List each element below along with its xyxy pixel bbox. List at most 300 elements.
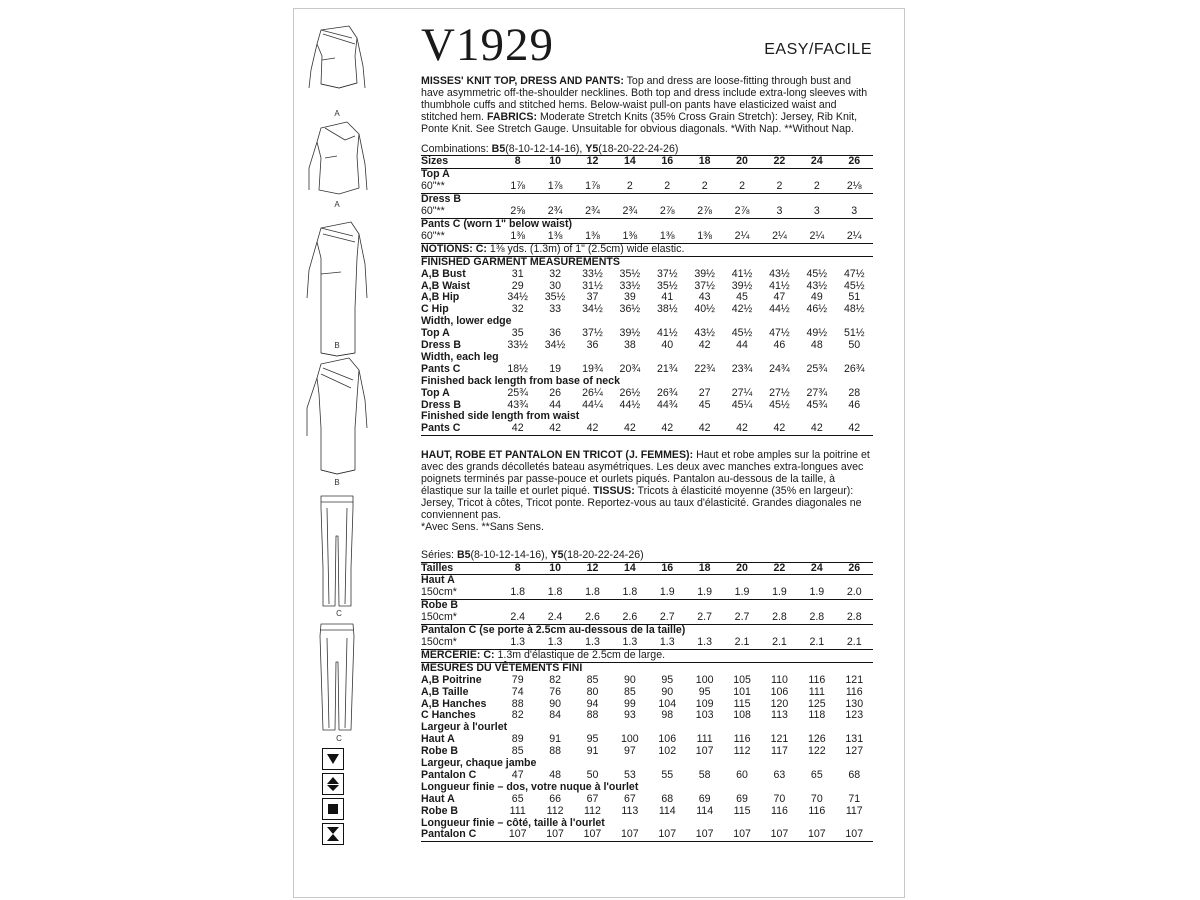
measurement-value: 26¾ xyxy=(656,386,678,399)
measurement-value: 42 xyxy=(798,423,835,435)
measurement-value: 44 xyxy=(736,339,748,352)
yardage-value: 1.8 xyxy=(510,586,526,599)
french-description-text: Haut et robe amples sur la poitrine et avec des grands décolletés bateau asymétriques. Les deux avec manches extra-longues avec poignets terminés par passe-pouce et ourlets piqués. Pantalon au-dessous de la taille, à élastique sur la taille et ourlet piqué. xyxy=(421,449,870,497)
measurement-value: 26¼ xyxy=(582,386,603,399)
size-header: 8 xyxy=(499,562,536,575)
view-name: Pantalon C (se porte à 2.5cm au-dessous de la taille) xyxy=(421,625,873,637)
view-label: A xyxy=(334,109,340,118)
yardage-value: 3 xyxy=(851,205,858,218)
pattern-info xyxy=(421,16,873,842)
view-name: Robe B xyxy=(421,600,873,612)
yardage-value: 1⅜ xyxy=(659,229,675,242)
measurement-heading: Longueur finie – côté, taille à l'ourlet xyxy=(421,816,605,829)
size-header: 22 xyxy=(761,562,798,575)
measurement-value: 33½ xyxy=(507,339,528,352)
measurement-value: 47½ xyxy=(843,267,865,280)
measurement-value: 88 xyxy=(586,709,599,722)
measurement-value: 123 xyxy=(845,709,864,722)
yardage-value: 3 xyxy=(813,205,820,218)
measurement-value: 98 xyxy=(661,709,674,722)
yardage-value: 1⅞ xyxy=(547,180,563,193)
measurement-value: 107 xyxy=(723,829,760,841)
measurement-value: 69 xyxy=(698,792,711,805)
measurement-value: 46½ xyxy=(806,303,828,316)
measurement-value: 55 xyxy=(661,768,674,781)
view-label: C xyxy=(336,734,342,743)
measurement-label: C Hanches xyxy=(421,709,476,722)
measurement-heading-row xyxy=(421,782,873,794)
sketch-top-a-front xyxy=(309,26,365,88)
yardage-row xyxy=(421,206,873,218)
measurement-value: 121 xyxy=(845,673,864,686)
fabric-symbols xyxy=(322,748,346,848)
measurement-row xyxy=(421,364,873,376)
measurement-value: 43 xyxy=(698,291,711,304)
measurement-heading-row xyxy=(421,352,873,364)
size-header: 14 xyxy=(611,562,648,575)
size-header: 22 xyxy=(761,156,798,169)
measurement-value: 94 xyxy=(586,697,599,710)
yardage-value: 2¼ xyxy=(846,229,862,242)
measurement-value: 107 xyxy=(761,829,798,841)
measurement-value: 68 xyxy=(661,792,674,805)
measurement-value: 37½ xyxy=(656,267,678,280)
measurement-value: 115 xyxy=(733,804,751,817)
measurement-heading-row xyxy=(421,316,873,328)
view-name-row xyxy=(421,625,873,637)
yardage-value: 1.3 xyxy=(622,635,638,648)
measurement-value: 33½ xyxy=(619,279,641,292)
measurement-value: 130 xyxy=(845,697,864,710)
measurement-value: 27½ xyxy=(769,386,790,399)
measurement-value: 34½ xyxy=(507,291,528,304)
yardage-value: 2.1 xyxy=(809,635,825,648)
measurement-value: 19 xyxy=(549,362,561,375)
measurement-label: Dress B xyxy=(421,339,462,352)
yardage-value: 1⅞ xyxy=(585,180,600,193)
size-header: 16 xyxy=(649,562,686,575)
header xyxy=(421,16,873,74)
measurement-value: 44 xyxy=(549,398,561,411)
measurement-row xyxy=(421,328,873,340)
measurement-value: 100 xyxy=(695,673,714,686)
measurement-value: 44¼ xyxy=(582,398,603,411)
measurement-value: 41 xyxy=(661,291,674,304)
measurement-value: 31½ xyxy=(582,279,603,292)
measurement-value: 70 xyxy=(773,792,786,805)
size-header: 18 xyxy=(686,562,723,575)
english-fabrics-text: Moderate Stretch Knits (35% Cross Grain Stretch): Jersey, Rib Knit, Ponte Knit. See Stretch Gauge. Unsuitable for obvious diagonals. *With Nap. **Without Nap. xyxy=(421,110,858,135)
measurement-value: 116 xyxy=(733,733,751,746)
english-description xyxy=(421,76,873,136)
measurement-value: 32 xyxy=(549,267,561,280)
measurement-row xyxy=(421,423,873,435)
measurement-row xyxy=(421,794,873,806)
measurement-value: 120 xyxy=(770,697,789,710)
yardage-row xyxy=(421,612,873,624)
measurement-value: 102 xyxy=(658,745,677,758)
measurement-value: 90 xyxy=(549,697,561,710)
measurement-value: 107 xyxy=(686,829,723,841)
measurement-value: 71 xyxy=(848,792,861,805)
measurement-value: 47 xyxy=(511,768,524,781)
measurement-heading-row xyxy=(421,758,873,770)
measurement-value: 44½ xyxy=(619,398,641,411)
measurement-value: 90 xyxy=(661,685,674,698)
measurement-value: 106 xyxy=(658,733,677,746)
size-header: 26 xyxy=(836,562,873,575)
size-header: 10 xyxy=(536,562,573,575)
measurement-value: 131 xyxy=(845,733,864,746)
view-label: B xyxy=(334,341,340,350)
yardage-value: 2.6 xyxy=(622,611,638,624)
measurement-value: 32 xyxy=(511,303,524,316)
sizes-label: Sizes xyxy=(421,156,499,169)
triangle-down-icon xyxy=(322,748,344,770)
measurement-value: 47 xyxy=(773,291,786,304)
measurement-value: 95 xyxy=(586,733,599,746)
measurement-value: 97 xyxy=(623,745,636,758)
measurement-value: 45 xyxy=(698,398,711,411)
measurement-label: Pants C xyxy=(421,362,461,375)
measurement-value: 42 xyxy=(723,423,760,435)
notions-text: 1⅜ yds. (1.3m) of 1" (2.5cm) wide elastic. xyxy=(489,242,685,255)
view-name: Haut A xyxy=(421,575,873,587)
view-name-row xyxy=(421,194,873,206)
measurement-value: 67 xyxy=(586,792,599,805)
measurement-row xyxy=(421,292,873,304)
yardage-value: 1⅜ xyxy=(510,229,526,242)
measurement-value: 67 xyxy=(623,792,636,805)
yardage-value: 1.9 xyxy=(697,586,713,599)
measurement-value: 37½ xyxy=(582,327,603,340)
measurement-value: 117 xyxy=(845,804,863,817)
notions-text: 1.3m d'élastique de 2.5cm de large. xyxy=(497,648,666,661)
measurement-value: 91 xyxy=(549,733,561,746)
measurement-value: 27¼ xyxy=(731,386,753,399)
measurement-value: 42 xyxy=(761,423,798,435)
size-header: 26 xyxy=(836,156,873,169)
measurement-value: 39 xyxy=(623,291,636,304)
measurement-label: Dress B xyxy=(421,398,462,411)
yardage-value: 2⅛ xyxy=(846,180,862,193)
yardage-value: 1.3 xyxy=(585,635,600,648)
difficulty-label: EASY/FACILE xyxy=(764,41,872,58)
measurement-value: 107 xyxy=(611,829,648,841)
size-header: 24 xyxy=(798,562,835,575)
yardage-value: 1.8 xyxy=(622,586,638,599)
measurement-value: 60 xyxy=(736,768,748,781)
measurement-value: 45¾ xyxy=(806,398,828,411)
fabric-width: 60"** xyxy=(421,205,445,218)
yardage-row xyxy=(421,637,873,649)
measurement-value: 107 xyxy=(574,829,611,841)
sketch-top-a-back xyxy=(309,122,367,194)
measurement-value: 33½ xyxy=(582,267,603,280)
measurement-value: 45¼ xyxy=(731,398,753,411)
measurement-value: 113 xyxy=(770,709,788,722)
size-header: 24 xyxy=(798,156,835,169)
measurement-value: 65 xyxy=(511,792,524,805)
measurement-value: 42 xyxy=(698,339,711,352)
yardage-value: 2.8 xyxy=(772,611,787,624)
yardage-value: 2 xyxy=(664,180,671,193)
fabric-width: 150cm* xyxy=(421,635,457,648)
measurement-heading: Width, lower edge xyxy=(421,315,512,328)
measurement-value: 23¾ xyxy=(731,362,753,375)
measurement-row xyxy=(421,687,873,699)
measurement-value: 116 xyxy=(845,685,863,698)
notions-row xyxy=(421,649,873,662)
size-header: 20 xyxy=(723,156,760,169)
measurement-row xyxy=(421,675,873,687)
measurement-value: 107 xyxy=(695,745,714,758)
measurement-value: 39½ xyxy=(694,267,715,280)
measurement-value: 106 xyxy=(770,685,789,698)
measurement-value: 39½ xyxy=(731,279,753,292)
measurement-value: 104 xyxy=(658,697,677,710)
english-size-table xyxy=(421,155,873,436)
measurement-value: 43¾ xyxy=(507,398,528,411)
size-header: 10 xyxy=(536,156,573,169)
yardage-value: 1⅜ xyxy=(547,229,563,242)
yardage-value: 2¼ xyxy=(772,229,787,242)
measurement-value: 79 xyxy=(511,673,524,686)
french-fabrics-text: Tricots à élasticité moyenne (35% en largeur): Jersey, Tricot à côtes, Tricot ponte. Reportez-vous au taux d'élasticité. Grandes diagonales ne conviennent pas. xyxy=(421,485,862,521)
yardage-value: 1.8 xyxy=(547,586,563,599)
measurement-value: 108 xyxy=(733,709,751,722)
measurement-value: 49 xyxy=(810,291,823,304)
measurement-value: 42 xyxy=(536,423,573,435)
yardage-value: 2¾ xyxy=(622,205,638,218)
measurement-value: 41½ xyxy=(731,267,753,280)
measurement-value: 40 xyxy=(661,339,674,352)
square-icon xyxy=(322,798,344,820)
yardage-value: 2.8 xyxy=(809,611,825,624)
measurement-label: Top A xyxy=(421,327,450,340)
measurement-value: 25¾ xyxy=(507,386,528,399)
measurement-row xyxy=(421,806,873,818)
yardage-value: 2⅞ xyxy=(659,205,675,218)
measurement-label: A,B Poitrine xyxy=(421,673,482,686)
measurement-value: 42 xyxy=(686,423,723,435)
yardage-value: 2 xyxy=(776,180,783,193)
measurement-value: 68 xyxy=(848,768,861,781)
measurement-row xyxy=(421,734,873,746)
measurement-value: 51 xyxy=(848,291,861,304)
measurement-label: C Hip xyxy=(421,303,449,316)
size-header: 12 xyxy=(574,156,611,169)
measurement-value: 99 xyxy=(623,697,636,710)
measurement-value: 126 xyxy=(807,733,826,746)
measurement-value: 112 xyxy=(733,745,751,758)
yardage-row xyxy=(421,231,873,243)
measurement-value: 90 xyxy=(623,673,636,686)
measurement-label: Pantalon C xyxy=(421,768,477,781)
measurement-row xyxy=(421,699,873,711)
measurement-value: 70 xyxy=(810,792,823,805)
measurement-heading-row xyxy=(421,376,873,388)
measurement-value: 112 xyxy=(546,804,564,817)
french-nap-text: *Avec Sens. **Sans Sens. xyxy=(421,520,544,533)
measurement-value: 111 xyxy=(509,804,526,817)
measurement-value: 18½ xyxy=(507,362,528,375)
measurement-value: 43½ xyxy=(769,267,790,280)
measurement-value: 125 xyxy=(807,697,826,710)
measurement-value: 39½ xyxy=(619,327,641,340)
measurement-value: 91 xyxy=(586,745,599,758)
yardage-value: 2.7 xyxy=(734,611,750,624)
yardage-value: 1.9 xyxy=(734,586,750,599)
measurement-value: 105 xyxy=(733,673,751,686)
view-name: Top A xyxy=(421,169,873,181)
french-size-table xyxy=(421,562,873,843)
hourglass-icon xyxy=(322,823,344,845)
yardage-value: 1.9 xyxy=(809,586,825,599)
measurement-label: A,B Hanches xyxy=(421,697,487,710)
view-label: B xyxy=(334,478,340,487)
yardage-value: 2.1 xyxy=(772,635,787,648)
sizes-label: Tailles xyxy=(421,562,499,575)
measurement-value: 58 xyxy=(698,768,711,781)
yardage-value: 3 xyxy=(776,205,783,218)
english-title: MISSES' KNIT TOP, DRESS AND PANTS: xyxy=(421,75,624,87)
french-fabrics-label: TISSUS: xyxy=(592,485,635,497)
measurement-value: 107 xyxy=(499,829,536,841)
yardage-value: 2.8 xyxy=(846,611,862,624)
measurement-value: 114 xyxy=(696,804,714,817)
measurement-value: 35½ xyxy=(544,291,566,304)
yardage-value: 2.4 xyxy=(510,611,526,624)
measurement-value: 31 xyxy=(511,267,524,280)
yardage-value: 2¼ xyxy=(734,229,750,242)
size-header-row xyxy=(421,156,873,169)
measurement-value: 127 xyxy=(845,745,864,758)
notions-label: NOTIONS: C: xyxy=(421,242,487,255)
measurement-value: 112 xyxy=(584,804,601,817)
measurement-value: 34½ xyxy=(544,339,566,352)
yardage-value: 2.4 xyxy=(547,611,563,624)
yardage-value: 1.9 xyxy=(659,586,675,599)
measurement-value: 41½ xyxy=(656,327,678,340)
measurements-title: MESURES DU VÊTEMENTS FINI xyxy=(421,662,873,674)
pattern-number: V1929 xyxy=(421,19,554,71)
measurements-title: FINISHED GARMENT MEASUREMENTS xyxy=(421,256,873,268)
measurement-label: Top A xyxy=(421,386,450,399)
yardage-value: 2⅞ xyxy=(697,205,713,218)
measurement-value: 24¾ xyxy=(769,362,790,375)
measurement-value: 42 xyxy=(649,423,686,435)
measurement-heading: Largeur, chaque jambe xyxy=(421,757,537,770)
yardage-value: 2.1 xyxy=(734,635,750,648)
measurement-value: 46 xyxy=(848,398,861,411)
french-combinations: Séries: B5(8-10-12-14-16), Y5(18-20-22-24-26) xyxy=(421,548,644,561)
measurement-value: 33 xyxy=(549,303,561,316)
size-header: 16 xyxy=(649,156,686,169)
view-name: Dress B xyxy=(421,194,873,206)
view-name-row xyxy=(421,218,873,230)
measurement-value: 100 xyxy=(621,733,639,746)
view-label: C xyxy=(336,609,342,618)
measurement-value: 88 xyxy=(549,745,561,758)
measurement-value: 34½ xyxy=(582,303,603,316)
sketch-pants-c-back xyxy=(320,624,354,730)
measurement-value: 95 xyxy=(661,673,674,686)
measurement-value: 116 xyxy=(808,673,826,686)
measurement-value: 45½ xyxy=(806,267,828,280)
yardage-value: 2⅝ xyxy=(510,205,526,218)
measurement-value: 103 xyxy=(695,709,714,722)
measurement-heading: Largeur à l'ourlet xyxy=(421,721,508,734)
measurement-value: 43½ xyxy=(806,279,828,292)
measurement-value: 113 xyxy=(621,804,639,817)
yardage-value: 2 xyxy=(739,180,745,193)
measurement-label: Robe B xyxy=(421,745,459,758)
measurement-value: 45 xyxy=(736,291,748,304)
fabric-width: 60"** xyxy=(421,180,445,193)
measurement-value: 36 xyxy=(586,339,599,352)
measurement-value: 107 xyxy=(798,829,835,841)
measurement-value: 107 xyxy=(836,829,873,841)
measurement-value: 48½ xyxy=(843,303,865,316)
yardage-value: 2 xyxy=(813,180,820,193)
measurement-value: 101 xyxy=(733,685,751,698)
measurement-value: 46 xyxy=(773,339,786,352)
size-header-row xyxy=(421,562,873,575)
measurement-value: 48 xyxy=(549,768,561,781)
measurement-value: 35½ xyxy=(656,279,678,292)
view-name: Pants C (worn 1" below waist) xyxy=(421,218,873,230)
measurement-value: 85 xyxy=(511,745,524,758)
measurement-value: 110 xyxy=(770,673,788,686)
measurement-value: 50 xyxy=(848,339,861,352)
measurement-value: 82 xyxy=(511,709,524,722)
yardage-value: 1⅜ xyxy=(697,229,713,242)
yardage-value: 2.7 xyxy=(697,611,713,624)
size-header: 18 xyxy=(686,156,723,169)
measurement-value: 42 xyxy=(611,423,648,435)
measurement-value: 42 xyxy=(574,423,611,435)
measurement-value: 42½ xyxy=(731,303,753,316)
measurement-value: 116 xyxy=(808,804,826,817)
measurements-title-row xyxy=(421,662,873,674)
view-name-row xyxy=(421,600,873,612)
english-description-text: Top and dress are loose-fitting through bust and have asymmetric off-the-shoulder necklines. Both top and dress include extra-long sleeves with thumbhole cuffs and stitched hems. Below-waist pull-on pants have elasticized waist and stitched hem. xyxy=(421,75,868,123)
measurement-value: 63 xyxy=(773,768,786,781)
measurement-value: 44¾ xyxy=(656,398,678,411)
measurement-value: 74 xyxy=(511,685,524,698)
measurement-value: 45½ xyxy=(731,327,753,340)
measurement-value: 51½ xyxy=(843,327,865,340)
measurement-label: A,B Waist xyxy=(421,279,471,292)
view-label: A xyxy=(334,200,340,209)
measurement-value: 22¾ xyxy=(694,362,715,375)
fabric-width: 150cm* xyxy=(421,586,457,599)
measurement-value: 50 xyxy=(586,768,599,781)
french-description xyxy=(421,450,873,533)
measurement-value: 107 xyxy=(649,829,686,841)
measurement-value: 29 xyxy=(511,279,524,292)
yardage-value: 1⅞ xyxy=(510,180,526,193)
measurement-value: 27¾ xyxy=(806,386,828,399)
measurement-label: A,B Bust xyxy=(421,267,466,280)
french-title: HAUT, ROBE ET PANTALON EN TRICOT (J. FEMMES): xyxy=(421,449,694,462)
measurement-value: 48 xyxy=(810,339,823,352)
measurement-value: 37 xyxy=(586,291,599,304)
yardage-value: 1⅜ xyxy=(585,229,600,242)
measurement-value: 76 xyxy=(549,685,561,698)
measurement-value: 41½ xyxy=(769,279,790,292)
